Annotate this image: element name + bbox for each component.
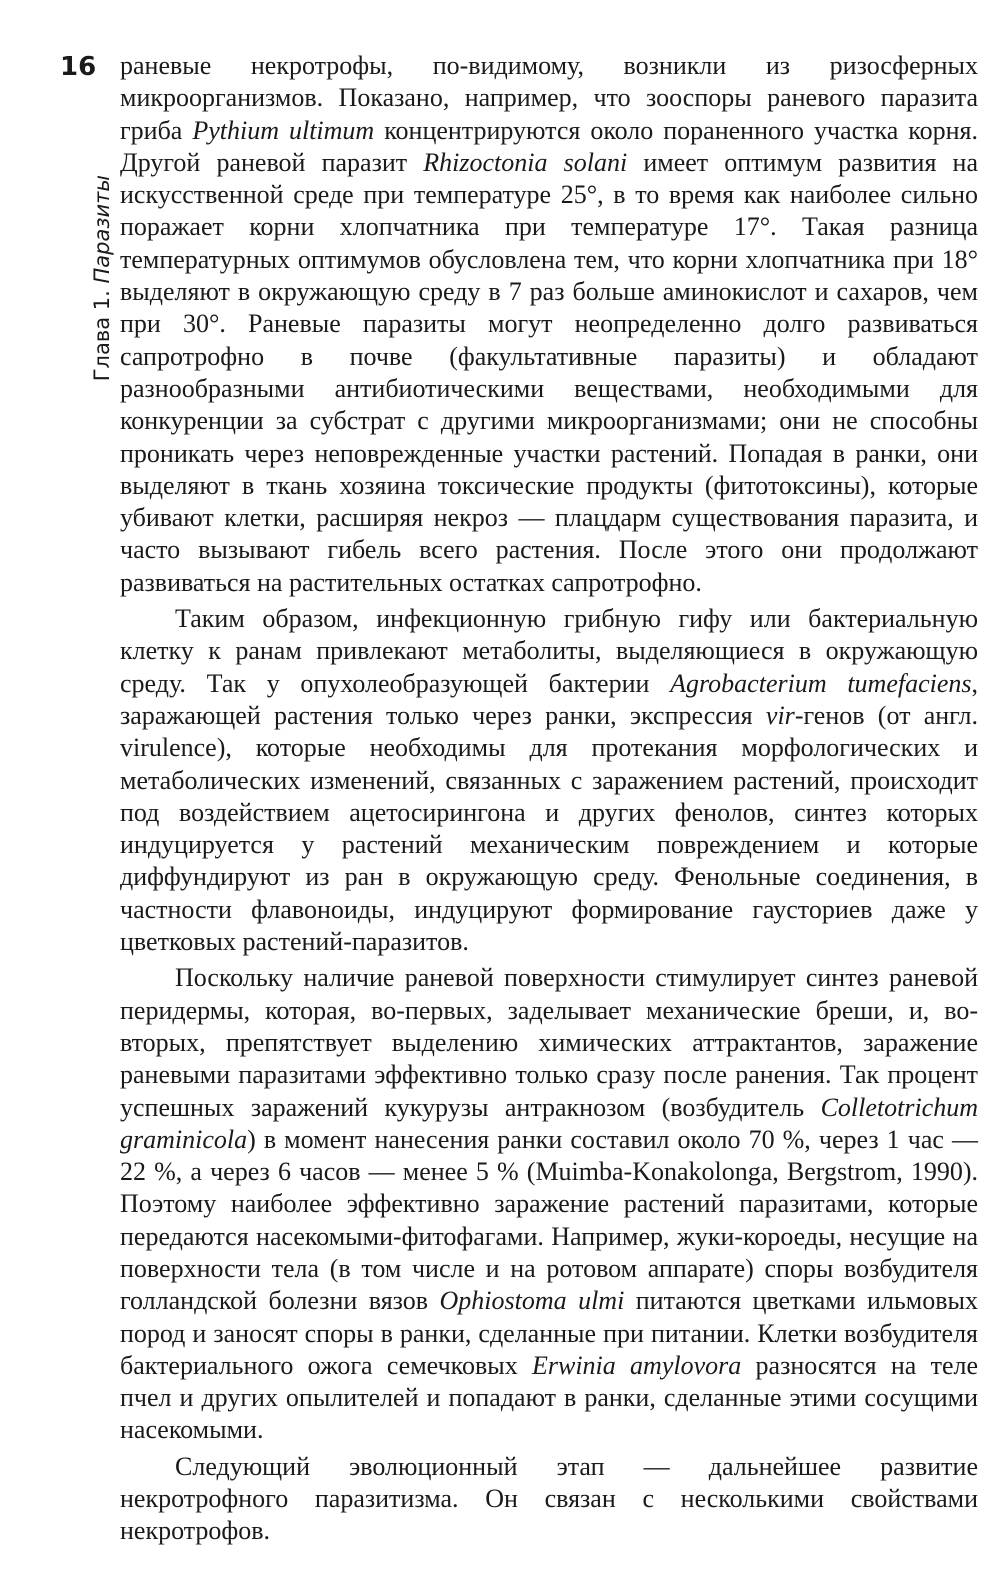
italic-term: Agrobacterium tumefaciens bbox=[670, 668, 972, 698]
text-run: -генов (от англ. virulence), которые необходимы для протекания морфологических и метаболических изменений, связанных с заражением растений, происходит под воздействием ацетосирингона и других фенолов, синтез которых индуцируется у растений механическим повреждением и которые диффундируют из ран в окружающую среду. Фенольные соединения, в частности флавоноиды, индуцируют формирование гаусториев даже у цветковых растений-паразитов. bbox=[120, 700, 978, 957]
text-run: Таким образом, инфекционную грибную гифу или бактериальную клетку к ранам привлекают метаболиты, выделяющиеся в окружающую среду. Так у опухолеобразующей бактерии bbox=[120, 604, 978, 698]
text-run: разносятся на теле пчел и других опылителей и попадают в ранки, сделанные этими сосущими насекомыми. bbox=[120, 1350, 978, 1445]
italic-term: vir bbox=[765, 700, 795, 730]
text-run: концентрируются около пораненного участка корня. Другой раневой паразит bbox=[120, 115, 978, 177]
italic-term: Rhizoctonia solani bbox=[423, 147, 628, 177]
italic-term: Ophiostoma ulmi bbox=[439, 1286, 625, 1316]
paragraph bbox=[120, 1451, 978, 1548]
italic-term: Pythium ultimum bbox=[192, 115, 375, 145]
text-run: Следующий эволюционный этап — дальнейшее развитие некротрофного паразитизма. Он связан с несколькими свойствами некротрофов. bbox=[120, 1451, 978, 1546]
running-head-title: Паразиты bbox=[90, 175, 114, 284]
paragraph bbox=[120, 603, 978, 958]
page-number: 16 bbox=[60, 52, 97, 82]
text-run: , заражающей растения только через ранки, экспрессия bbox=[120, 668, 978, 730]
italic-term: Colletotrichum graminicola bbox=[120, 1092, 978, 1154]
running-head bbox=[90, 175, 114, 381]
text-run: питаются цветками ильмовых пород и заносят споры в ранки, сделанные при питании. Клетки возбудителя бактериального ожога семечковых bbox=[120, 1286, 978, 1380]
text-body bbox=[120, 50, 978, 1548]
paragraph bbox=[120, 50, 978, 599]
paragraph bbox=[120, 962, 978, 1446]
running-head-label: Глава 1. bbox=[90, 290, 114, 382]
text-run: раневые некротрофы, по-видимому, возникли из ризосферных микроорганизмов. Показано, например, что зооспоры раневого паразита гриба bbox=[120, 51, 978, 145]
text-run: имеет оптимум развития на искусственной среде при температуре 25°, в то время как наиболее сильно поражает корни хлопчатника при температуре 17°. Такая разница температурных оптимумов обусловлена тем, что корни хлопчатника при 18° выделяют в окружающую среду в 7 раз больше аминокислот и сахаров, чем при 30°. Раневые паразиты могут неопределенно долго развиваться сапротрофно в почве (факультативные паразиты) и обладают разнообразными антибиотическими веществами, необходимыми для конкуренции за субстрат с другими микроорганизмами; они не способны проникать через неповрежденные участки растений. Попадая в ранки, они выделяют в ткань хозяина токсические продукты (фитотоксины), которые убивают клетки, расширяя некроз — плацдарм существования паразита, и часто вызывают гибель всего растения. После этого они продолжают развиваться на растительных остатках сапротрофно. bbox=[120, 147, 978, 597]
text-run: ) в момент нанесения ранки составил около 70 %, через 1 час — 22 %, а через 6 часов — менее 5 % (Muimba-Konakolonga, Bergstrom, 1990). Поэтому наиболее эффективно заражение растений паразитами, которые передаются насекомыми-фитофагами. Например, жуки-короеды, несущие на поверхности тела (в том числе и на ротовом аппарате) споры возбудителя голландской болезни вязов bbox=[120, 1124, 978, 1316]
text-run: Поскольку наличие раневой поверхности стимулирует синтез раневой перидермы, которая, во-первых, заделывает механические бреши, и, во-вторых, препятствует выделению химических аттрактантов, заражение раневыми паразитами эффективно только сразу после ранения. Так процент успешных заражений кукурузы антракнозом (возбудитель bbox=[120, 963, 978, 1122]
italic-term: Erwinia amylovora bbox=[531, 1350, 742, 1380]
